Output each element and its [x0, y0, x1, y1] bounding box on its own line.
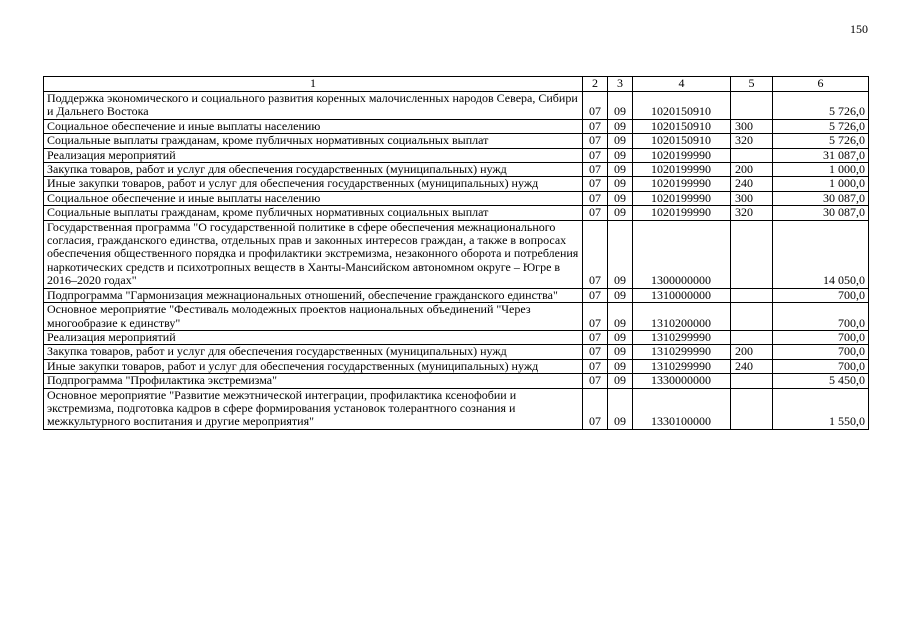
row-code-cell: 1020150910 [633, 119, 731, 133]
row-amount-cell: 700,0 [773, 359, 869, 373]
row-subsection-cell: 09 [608, 345, 633, 359]
row-section-cell: 07 [583, 345, 608, 359]
row-amount-cell: 1 550,0 [773, 388, 869, 429]
row-subsection-cell: 09 [608, 374, 633, 388]
row-section-cell: 07 [583, 92, 608, 120]
row-subsection-cell: 09 [608, 177, 633, 191]
row-subsection-cell: 09 [608, 148, 633, 162]
table-header-row [44, 77, 869, 92]
row-section-cell: 07 [583, 191, 608, 205]
table-row [44, 345, 869, 359]
row-name-cell: Реализация мероприятий [44, 148, 583, 162]
row-code-cell: 1310000000 [633, 288, 731, 302]
row-name-cell: Закупка товаров, работ и услуг для обеспечения государственных (муниципальных) нужд [44, 163, 583, 177]
row-amount-cell: 30 087,0 [773, 206, 869, 220]
row-name-cell: Социальное обеспечение и иные выплаты населению [44, 119, 583, 133]
row-code-cell: 1330100000 [633, 388, 731, 429]
header-cell-2: 2 [583, 77, 608, 92]
row-section-cell: 07 [583, 330, 608, 344]
row-code-cell: 1020150910 [633, 92, 731, 120]
row-subsection-cell: 09 [608, 388, 633, 429]
row-code-cell: 1020150910 [633, 134, 731, 148]
row-code-cell: 1020199990 [633, 148, 731, 162]
row-section-cell: 07 [583, 163, 608, 177]
row-type-cell [731, 288, 773, 302]
row-subsection-cell: 09 [608, 206, 633, 220]
row-amount-cell: 700,0 [773, 288, 869, 302]
row-name-cell: Иные закупки товаров, работ и услуг для обеспечения государственных (муниципальных) нужд [44, 359, 583, 373]
row-type-cell [731, 220, 773, 288]
row-type-cell [731, 388, 773, 429]
row-subsection-cell: 09 [608, 191, 633, 205]
row-type-cell: 320 [731, 134, 773, 148]
row-name-cell: Иные закупки товаров, работ и услуг для обеспечения государственных (муниципальных) нужд [44, 177, 583, 191]
budget-table-body [44, 77, 869, 430]
row-code-cell: 1020199990 [633, 191, 731, 205]
row-amount-cell: 1 000,0 [773, 177, 869, 191]
row-type-cell [731, 148, 773, 162]
row-subsection-cell: 09 [608, 92, 633, 120]
row-type-cell [731, 303, 773, 331]
table-row [44, 220, 869, 288]
row-amount-cell: 31 087,0 [773, 148, 869, 162]
header-cell-5: 5 [731, 77, 773, 92]
budget-table [43, 76, 869, 430]
row-name-cell: Социальные выплаты гражданам, кроме публичных нормативных социальных выплат [44, 206, 583, 220]
header-cell-4: 4 [633, 77, 731, 92]
row-name-cell: Подпрограмма "Гармонизация межнациональных отношений, обеспечение гражданского единства" [44, 288, 583, 302]
row-code-cell: 1330000000 [633, 374, 731, 388]
row-section-cell: 07 [583, 374, 608, 388]
row-amount-cell: 700,0 [773, 330, 869, 344]
row-code-cell: 1020199990 [633, 163, 731, 177]
table-row [44, 330, 869, 344]
table-row [44, 374, 869, 388]
row-name-cell: Социальные выплаты гражданам, кроме публичных нормативных социальных выплат [44, 134, 583, 148]
row-name-cell: Социальное обеспечение и иные выплаты населению [44, 191, 583, 205]
row-amount-cell: 1 000,0 [773, 163, 869, 177]
row-section-cell: 07 [583, 119, 608, 133]
row-code-cell: 1020199990 [633, 177, 731, 191]
row-type-cell: 240 [731, 359, 773, 373]
row-subsection-cell: 09 [608, 119, 633, 133]
row-subsection-cell: 09 [608, 330, 633, 344]
row-subsection-cell: 09 [608, 303, 633, 331]
row-amount-cell: 30 087,0 [773, 191, 869, 205]
row-name-cell: Закупка товаров, работ и услуг для обеспечения государственных (муниципальных) нужд [44, 345, 583, 359]
table-row [44, 388, 869, 429]
table-row [44, 163, 869, 177]
row-code-cell: 1310299990 [633, 345, 731, 359]
row-type-cell: 200 [731, 345, 773, 359]
row-type-cell [731, 374, 773, 388]
table-row [44, 303, 869, 331]
table-row [44, 191, 869, 205]
row-type-cell: 240 [731, 177, 773, 191]
row-type-cell [731, 92, 773, 120]
row-name-cell: Реализация мероприятий [44, 330, 583, 344]
row-section-cell: 07 [583, 388, 608, 429]
row-section-cell: 07 [583, 148, 608, 162]
row-subsection-cell: 09 [608, 359, 633, 373]
row-type-cell: 200 [731, 163, 773, 177]
row-amount-cell: 5 726,0 [773, 119, 869, 133]
row-subsection-cell: 09 [608, 288, 633, 302]
header-cell-3: 3 [608, 77, 633, 92]
row-name-cell: Государственная программа "О государственной политике в сфере обеспечения межнационального согласия, гражданского единства, отдельных прав и законных интересов граждан, а также в вопросах обеспечения общественного порядка и профилактики экстремизма, незаконного оборота и потребления наркотических средств и психотропных веществ в Ханты-Мансийском автономном округе – Югре в 2016–2020 годах" [44, 220, 583, 288]
row-amount-cell: 14 050,0 [773, 220, 869, 288]
page-number: 150 [850, 22, 868, 36]
row-type-cell [731, 330, 773, 344]
table-row [44, 92, 869, 120]
row-subsection-cell: 09 [608, 220, 633, 288]
row-subsection-cell: 09 [608, 163, 633, 177]
row-section-cell: 07 [583, 206, 608, 220]
table-row [44, 148, 869, 162]
row-code-cell: 1020199990 [633, 206, 731, 220]
row-code-cell: 1310200000 [633, 303, 731, 331]
header-cell-6: 6 [773, 77, 869, 92]
table-row [44, 177, 869, 191]
table-row [44, 359, 869, 373]
row-section-cell: 07 [583, 288, 608, 302]
table-row [44, 206, 869, 220]
row-section-cell: 07 [583, 134, 608, 148]
row-name-cell: Основное мероприятие "Развитие межэтнической интеграции, профилактика ксенофобии и экстремизма, подготовка кадров в сфере формирования установок толерантного сознания и межкультурного воспитания и другие мероприятия" [44, 388, 583, 429]
row-name-cell: Основное мероприятие "Фестиваль молодежных проектов национальных объединений "Через многообразие к единству" [44, 303, 583, 331]
row-name-cell: Поддержка экономического и социального развития коренных малочисленных народов Севера, Сибири и Дальнего Востока [44, 92, 583, 120]
row-section-cell: 07 [583, 177, 608, 191]
row-amount-cell: 5 726,0 [773, 92, 869, 120]
row-code-cell: 1310299990 [633, 330, 731, 344]
row-type-cell: 320 [731, 206, 773, 220]
table-row [44, 134, 869, 148]
header-cell-1: 1 [44, 77, 583, 92]
row-type-cell: 300 [731, 191, 773, 205]
row-subsection-cell: 09 [608, 134, 633, 148]
row-amount-cell: 700,0 [773, 345, 869, 359]
row-amount-cell: 5 726,0 [773, 134, 869, 148]
row-code-cell: 1310299990 [633, 359, 731, 373]
table-row [44, 288, 869, 302]
row-section-cell: 07 [583, 303, 608, 331]
row-section-cell: 07 [583, 359, 608, 373]
table-row [44, 119, 869, 133]
row-section-cell: 07 [583, 220, 608, 288]
row-amount-cell: 5 450,0 [773, 374, 869, 388]
row-name-cell: Подпрограмма "Профилактика экстремизма" [44, 374, 583, 388]
row-amount-cell: 700,0 [773, 303, 869, 331]
row-type-cell: 300 [731, 119, 773, 133]
row-code-cell: 1300000000 [633, 220, 731, 288]
